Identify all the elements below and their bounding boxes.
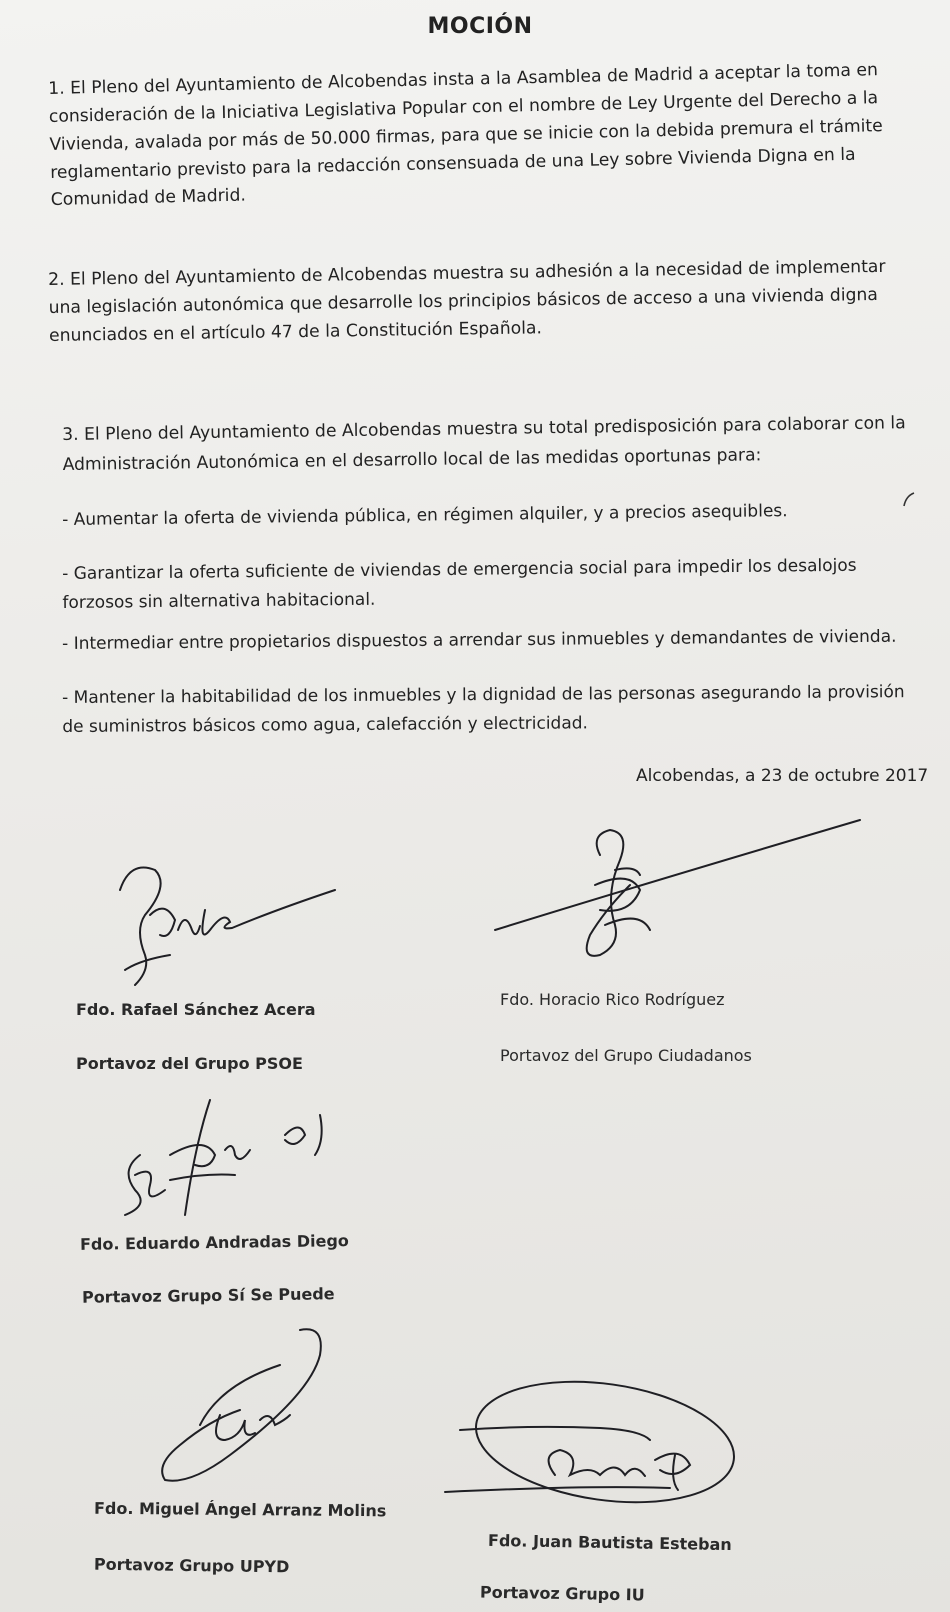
signature-rafael [100,860,350,990]
paragraph-2-line: 2. El Pleno del Ayuntamiento de Alcobendas muestra su adhesión a la necesidad de implementar [48,256,886,290]
paragraph-1-line: reglamentario previsto para la redacción consensuada de una Ley sobre Vivienda Digna en la [49,144,856,183]
paragraph-1-line: 1. El Pleno del Ayuntamiento de Alcobendas insta a la Asamblea de Madrid a aceptar la toma en [48,60,879,99]
bullet-item [62,622,950,659]
signatory-role: Portavoz Grupo UPYD [93,1554,290,1577]
bullet-line: de suministros básicos como agua, calefacción y electricidad. [62,713,588,737]
signature-horacio [490,815,870,975]
document-title: MOCIÓN [427,14,533,39]
paragraph-1 [48,55,950,215]
paragraph-3-line: Administración Autonómica en el desarrollo local de las medidas oportunas para: [62,445,762,476]
paragraph-1-line: consideración de la Iniciativa Legislativa Popular con el nombre de Ley Urgente del Derecho a la [48,88,879,127]
paragraph-2-line: una legislación autonómica que desarrolle los principios básicos de acceso a una vivienda digna [48,284,879,318]
pen-mark [900,490,920,510]
signatory-name: Fdo. Eduardo Andradas Diego [79,1231,349,1254]
bullet-item [62,495,950,535]
paragraph-1-line: Comunidad de Madrid. [50,185,247,211]
bullet-item [62,551,950,618]
bullet-line: forzosos sin alternativa habitacional. [62,589,376,613]
signature-eduardo [115,1095,345,1225]
bullet-line: - Mantener la habitabilidad de los inmuebles y la dignidad de las personas asegurando la provisión [62,682,905,708]
signatory-name: Fdo. Rafael Sánchez Acera [76,1000,316,1019]
signature-miguel [150,1325,350,1495]
bullet-line: - Aumentar la oferta de vivienda pública, en régimen alquiler, y a precios asequibles. [62,501,788,530]
signatory-name: Fdo. Miguel Ángel Arranz Molins [93,1498,387,1521]
date-line: Alcobendas, a 23 de octubre 2017 [636,766,929,786]
signatory-role: Portavoz Grupo IU [479,1582,645,1605]
bullet-item [62,678,950,742]
signatory-name: Fdo. Juan Bautista Esteban [487,1530,732,1555]
signatory-name: Fdo. Horacio Rico Rodríguez [500,990,725,1009]
signature-juan [440,1380,740,1510]
bullet-line: - Garantizar la oferta suficiente de viviendas de emergencia social para impedir los desalojos [62,555,857,584]
paragraph-1-line: Vivienda, avalada por más de 50.000 firmas, para que se inicie con la debida premura el trámite [49,115,883,155]
signatory-role: Portavoz del Grupo PSOE [76,1054,303,1073]
paragraph-2-line: enunciados en el artículo 47 de la Constitución Española. [48,317,543,346]
signatory-role: Portavoz del Grupo Ciudadanos [500,1046,752,1065]
signatory-role: Portavoz Grupo Sí Se Puede [81,1284,335,1307]
paragraph-3-line: 3. El Pleno del Ayuntamiento de Alcobendas muestra su total predisposición para colaborar con la [62,413,906,445]
paragraph-3 [62,407,950,480]
paragraph-2 [48,253,950,351]
bullet-line: - Intermediar entre propietarios dispuestos a arrendar sus inmuebles y demandantes de vivienda. [62,626,897,654]
